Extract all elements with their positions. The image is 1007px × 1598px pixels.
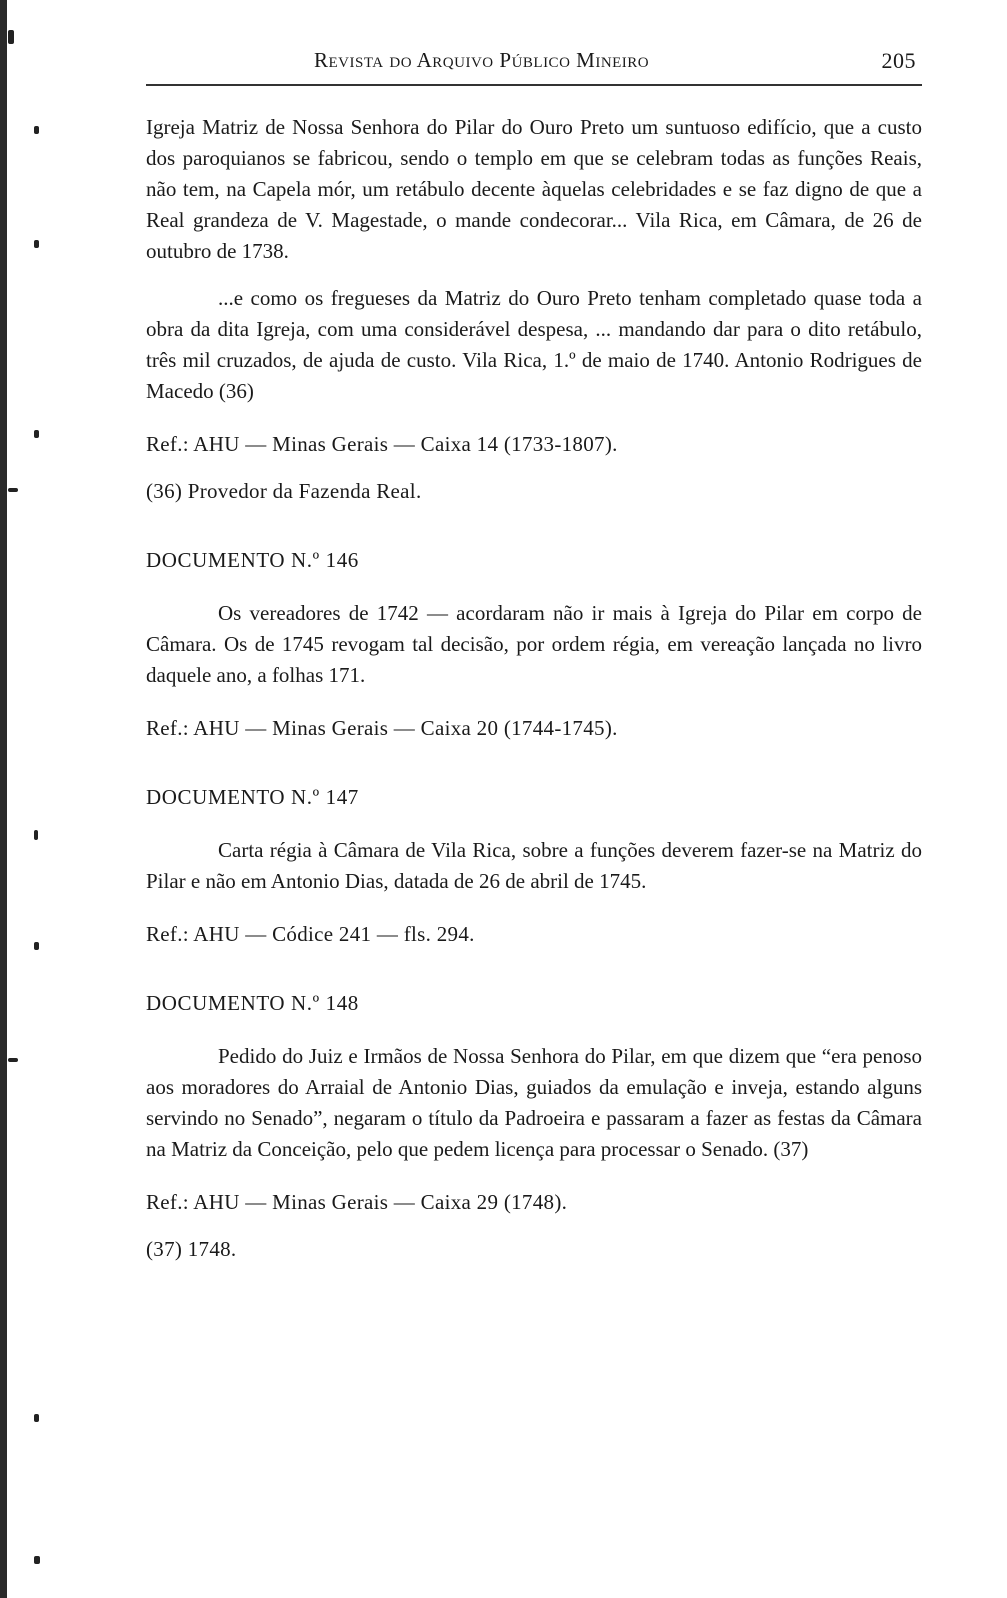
- intro-paragraph-2: ...e como os fregueses da Matriz do Ouro Preto tenham completado quase toda a obra da dita Igreja, com uma considerável despesa, ... mandando dar para o dito retábulo, três mil cruzados, de ajuda de custo. Vila Rica, 1.º de maio de 1740. Antonio Rodrigues de Macedo (36): [146, 286, 922, 403]
- scan-margin-mark: [34, 1556, 40, 1564]
- scan-margin-mark: [34, 430, 39, 438]
- document-147-text: Carta régia à Câmara de Vila Rica, sobre a funções deverem fazer-se na Matriz do Pilar e não em Antonio Dias, datada de 26 de abril de 1745.: [146, 838, 922, 893]
- scan-margin-mark: [8, 1058, 18, 1062]
- document-146-heading: DOCUMENTO N.º 146: [146, 548, 359, 572]
- scan-margin-mark: [8, 30, 14, 44]
- document-148-reference: Ref.: AHU — Minas Gerais — Caixa 29 (1748).: [146, 1190, 568, 1214]
- running-title: Revista do Arquivo Público Mineiro: [314, 48, 650, 72]
- header-rule: [146, 84, 922, 86]
- document-147-heading: DOCUMENTO N.º 147: [146, 785, 359, 809]
- document-148-heading: DOCUMENTO N.º 148: [146, 991, 359, 1015]
- scan-margin-mark: [34, 126, 39, 134]
- page-body: [146, 112, 922, 1265]
- document-146-reference: Ref.: AHU — Minas Gerais — Caixa 20 (1744-1745).: [146, 716, 618, 740]
- scan-margin-mark: [34, 942, 39, 950]
- scan-margin-mark: [8, 488, 18, 492]
- intro-paragraph-1: Igreja Matriz de Nossa Senhora do Pilar do Ouro Preto um suntuoso edifício, que a custo dos paroquianos se fabricou, sendo o templo em que se celebram todas as funções Reais, não tem, na Capela mór, um retábulo decente àquelas celebridades e se faz digno de que a Real grandeza de V. Magestade, o mande condecorar... Vila Rica, em Câmara, de 26 de outubro de 1738.: [146, 115, 922, 263]
- scan-margin-mark: [34, 830, 38, 840]
- page-number: 205: [881, 48, 916, 73]
- document-148-text: Pedido do Juiz e Irmãos de Nossa Senhora do Pilar, em que dizem que “era penoso aos moradores do Arraial de Antonio Dias, guiados da emulação e inveja, estando alguns servindo no Senado”, negaram o título da Padroeira e passaram a fazer as festas da Câmara na Matriz da Conceição, pelo que pedem licença para processar o Senado. (37): [146, 1044, 922, 1161]
- scan-margin-mark: [34, 240, 39, 248]
- document-147-reference: Ref.: AHU — Códice 241 — fls. 294.: [146, 922, 475, 946]
- footnote-37: (37) 1748.: [146, 1237, 237, 1261]
- page-header: [146, 44, 922, 84]
- page-binding-edge: [0, 0, 7, 1598]
- scan-margin-mark: [34, 1414, 39, 1422]
- intro-reference: Ref.: AHU — Minas Gerais — Caixa 14 (1733-1807).: [146, 432, 618, 456]
- document-146-text: Os vereadores de 1742 — acordaram não ir mais à Igreja do Pilar em corpo de Câmara. Os de 1745 revogam tal decisão, por ordem régia, em vereação lançada no livro daquele ano, a folhas 171.: [146, 601, 922, 687]
- footnote-36: (36) Provedor da Fazenda Real.: [146, 479, 422, 503]
